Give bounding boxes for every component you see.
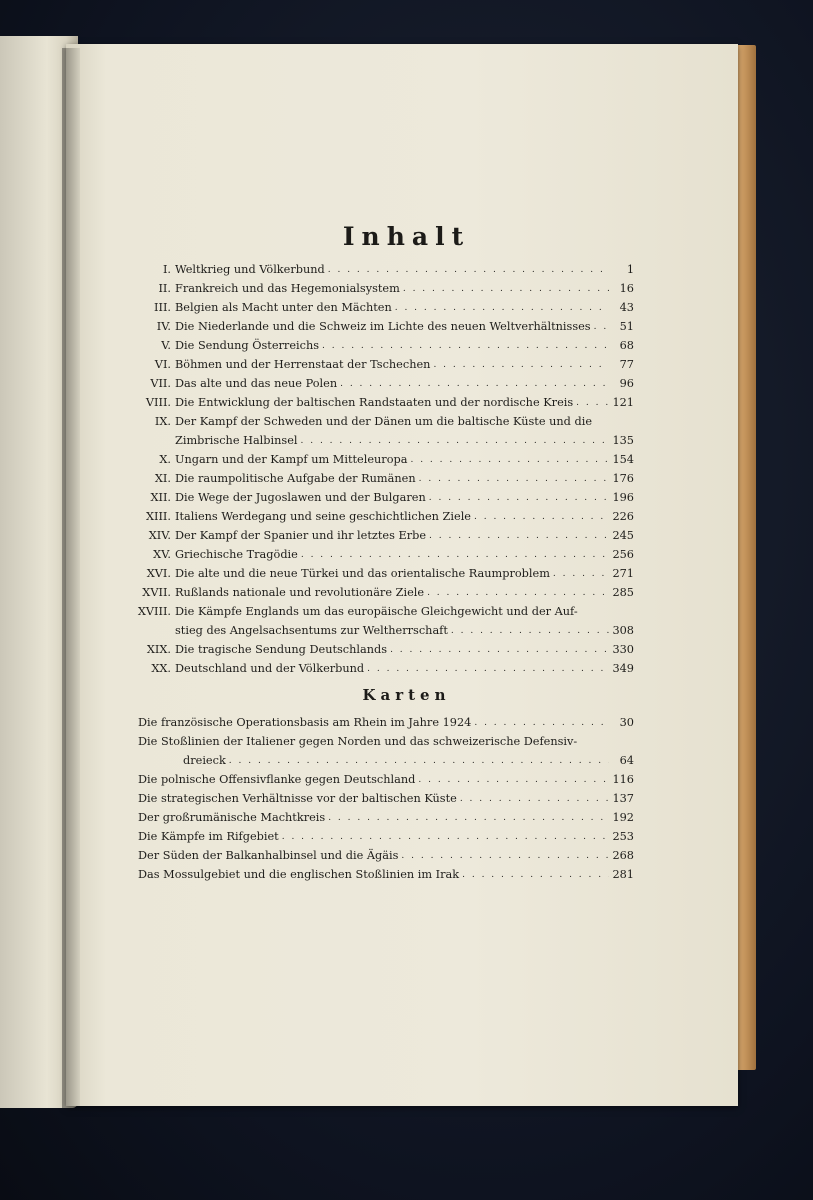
toc-entry: XIV. Der Kampf der Spanier und ihr letztes Erbe . . . 245 [130, 526, 634, 545]
toc-entry: XV. Griechische Tragödie . . . 256 [130, 545, 634, 564]
map-entry: Die polnische Offensivflanke gegen Deutschland . . . 116 [138, 770, 634, 789]
toc-entry: VII. Das alte und das neue Polen . . . 96 [130, 374, 634, 393]
toc-entry: VIII. Die Entwicklung der baltischen Randstaaten und der nordische Kreis . . . 121 [130, 393, 634, 412]
toc-entry-continued: Zimbrische Halbinsel . . . 135 [130, 431, 634, 450]
toc-entry-continued: stieg des Angelsachsentums zur Weltherrschaft . . . 308 [130, 621, 634, 640]
toc-entry: VI. Böhmen und der Herrenstaat der Tschechen . . . 77 [130, 355, 634, 374]
toc-entry: XII. Die Wege der Jugoslawen und der Bulgaren . . . 196 [130, 488, 634, 507]
page-title: Inhalt [342, 222, 471, 251]
book-gutter [62, 48, 80, 1108]
map-entry: Die Kämpfe im Rifgebiet . . . 253 [138, 827, 634, 846]
toc-entry: IX. Der Kampf der Schweden und der Dänen um die baltische Küste und die [154, 415, 593, 428]
toc-entry: XIX. Die tragische Sendung Deutschlands . . . 330 [130, 640, 634, 659]
toc-entry: X. Ungarn und der Kampf um Mitteleuropa . . . 154 [130, 450, 634, 469]
toc-entry: XVIII. Die Kämpfe Englands um das europäische Gleichgewicht und der Auf- [137, 605, 578, 618]
map-entry: Der Süden der Balkanhalbinsel und die Ägäis . . . 268 [138, 846, 634, 865]
map-entry: Die französische Operationsbasis am Rhein im Jahre 1924 . . . 30 [138, 713, 634, 732]
toc-entry: V. Die Sendung Österreichs . . . 68 [130, 336, 634, 355]
toc-entry: XVI. Die alte und die neue Türkei und das orientalische Raumproblem . . . 271 [130, 564, 634, 583]
maps-heading: Karten [362, 686, 451, 704]
toc-entry: XIII. Italiens Werdegang und seine geschichtlichen Ziele . . . 226 [130, 507, 634, 526]
toc-entry: XX. Deutschland und der Völkerbund . . . 349 [130, 659, 634, 678]
toc-entry: III. Belgien als Macht unter den Mächten . . . 43 [130, 298, 634, 317]
toc-entry: IV. Die Niederlande und die Schweiz im Lichte des neuen Weltverhältnisses . . . 51 [130, 317, 634, 336]
map-entry: Die strategischen Verhältnisse vor der baltischen Küste . . . 137 [138, 789, 634, 808]
toc-entry: I. Weltkrieg und Völkerbund . . . 1 [130, 260, 634, 279]
toc-entry: XI. Die raumpolitische Aufgabe der Rumänen . . . 176 [130, 469, 634, 488]
map-entry: Die Stoßlinien der Italiener gegen Norden und das schweizerische Defensiv- [138, 735, 578, 748]
toc-entry: XVII. Rußlands nationale und revolutionäre Ziele . . . 285 [130, 583, 634, 602]
table-of-contents [130, 260, 634, 678]
map-entry: Das Mossulgebiet und die englischen Stoßlinien im Irak . . . 281 [138, 865, 634, 884]
map-entry-continued: dreieck . . . 64 [138, 751, 634, 770]
toc-entry: II. Frankreich und das Hegemonialsystem . . . 16 [130, 279, 634, 298]
map-entry: Der großrumänische Machtkreis . . . 192 [138, 808, 634, 827]
maps-list [138, 713, 634, 884]
